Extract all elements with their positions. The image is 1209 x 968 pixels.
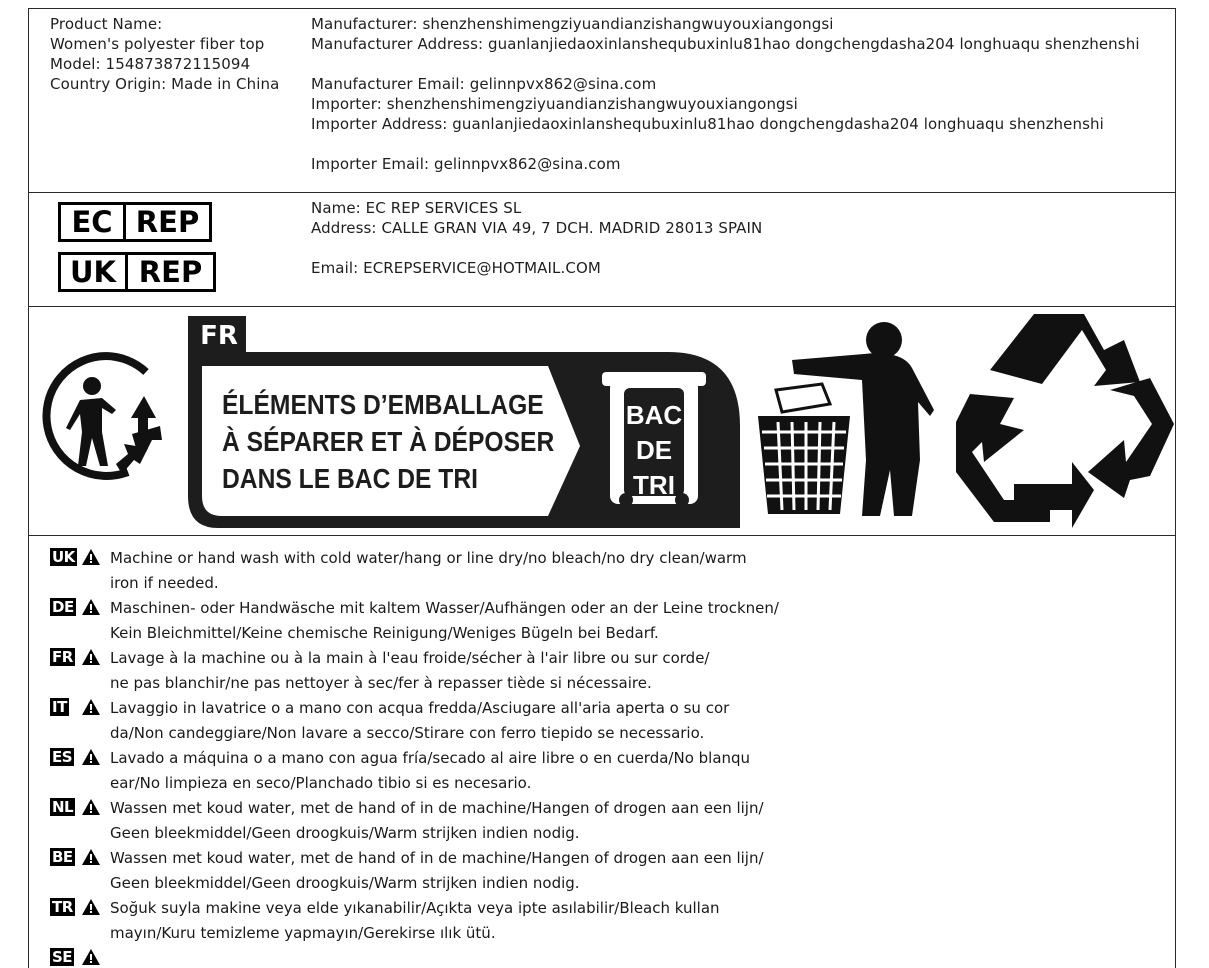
care-text-line: Wassen met koud water, met de hand of in de machine/Hangen of drogen aan een lijn/ (110, 799, 764, 817)
importer: Importer: shenzhenshimengziyuandianzishangwuyouxiangongsi (311, 95, 798, 113)
country-code-badge: BE (52, 848, 73, 866)
uk-rep-text: REP (138, 255, 203, 289)
importer-address: Importer Address: guanlanjiedaoxinlanshequbuxinlu81hao dongchengdasha204 longhuaqu shenzhenshi (311, 115, 1104, 133)
warning-icon (81, 848, 101, 866)
care-text-line: da/Non candeggiare/Non lavare a secco/Stirare con ferro tiepido se necessario. (110, 724, 705, 742)
uk-rep-code: UK (61, 255, 128, 289)
warning-icon (81, 948, 101, 966)
care-text-line: Geen bleekmiddel/Geen droogkuis/Warm strijken indien nodig. (110, 824, 580, 842)
rep-email: Email: ECREPSERVICE@HOTMAIL.COM (311, 259, 601, 277)
warning-icon (81, 798, 101, 816)
fr-line: DANS LE BAC DE TRI (222, 463, 478, 494)
manufacturer-email: Manufacturer Email: gelinnpvx862@sina.com (311, 75, 657, 93)
warning-icon (81, 898, 101, 916)
tidyman-icon (752, 320, 942, 520)
warning-icon (81, 648, 101, 666)
rep-name: Name: EC REP SERVICES SL (311, 199, 522, 217)
bin-word: BAC (625, 400, 683, 430)
country-code-badge: ES (52, 748, 73, 766)
ec-rep-code: EC (61, 205, 126, 239)
country-origin: Country Origin: Made in China (50, 75, 280, 93)
care-text-line: Maschinen- oder Handwäsche mit kaltem Wasser/Aufhängen oder an der Leine trocknen/ (110, 599, 779, 617)
divider (28, 306, 1176, 307)
country-code-badge: UK (52, 548, 75, 566)
divider (28, 8, 1176, 9)
country-code-badge: TR (52, 898, 73, 916)
warning-icon (81, 698, 101, 716)
triman-icon (36, 348, 176, 483)
fr-sorting-text (222, 386, 554, 497)
product-name: Women's polyester fiber top (50, 35, 265, 53)
care-text-line: Soğuk suyla makine veya elde yıkanabilir/Açıkta veya ipte asılabilir/Bleach kullan (110, 899, 720, 917)
care-text-line: Wassen met koud water, met de hand of in de machine/Hangen of drogen aan een lijn/ (110, 849, 764, 867)
fr-line: ÉLÉMENTS D’EMBALLAGE (222, 389, 544, 420)
fr-badge: FR (200, 321, 238, 351)
country-code-badge: DE (52, 598, 74, 616)
rep-address: Address: CALLE GRAN VIA 49, 7 DCH. MADRID 28013 SPAIN (311, 219, 763, 237)
ec-rep-text: REP (135, 205, 200, 239)
country-code-badge: NL (52, 798, 74, 816)
product-model: Model: 154873872115094 (50, 55, 251, 73)
bin-word: TRI (633, 470, 675, 500)
country-code-badge: IT (52, 698, 67, 716)
care-text-line: Lavage à la machine ou à la main à l'eau froide/sécher à l'air libre ou sur corde/ (110, 649, 710, 667)
product-name-label: Product Name: (50, 15, 163, 33)
fr-line: À SÉPARER ET À DÉPOSER (222, 426, 555, 457)
bin-label (624, 398, 684, 503)
care-text-line: Geen bleekmiddel/Geen droogkuis/Warm strijken indien nodig. (110, 874, 580, 892)
care-text-line: Kein Bleichmittel/Keine chemische Reinigung/Weniges Bügeln bei Bedarf. (110, 624, 659, 642)
country-code-badge: FR (52, 648, 73, 666)
uk-rep-logo (58, 252, 216, 292)
manufacturer-address: Manufacturer Address: guanlanjiedaoxinlanshequbuxinlu81hao dongchengdasha204 longhuaqu shenzhenshi (311, 35, 1140, 53)
divider (28, 192, 1176, 193)
ec-rep-logo (58, 202, 212, 242)
warning-icon (81, 598, 101, 616)
divider (28, 535, 1176, 536)
care-text-line: iron if needed. (110, 574, 219, 592)
manufacturer: Manufacturer: shenzhenshimengziyuandianzishangwuyouxiangongsi (311, 15, 834, 33)
importer-email: Importer Email: gelinnpvx862@sina.com (311, 155, 621, 173)
bin-word: DE (635, 435, 673, 465)
care-text-line: Machine or hand wash with cold water/hang or line dry/no bleach/no dry clean/warm (110, 549, 747, 567)
care-text-line: Lavaggio in lavatrice o a mano con acqua fredda/Asciugare all'aria aperta o su cor (110, 699, 730, 717)
care-text-line: Lavado a máquina o a mano con agua fría/secado al aire libre o en cuerda/No blanqu (110, 749, 751, 767)
country-code-badge: SE (52, 948, 73, 966)
care-text-line: ear/No limpieza en seco/Planchado tibio si es necesario. (110, 774, 532, 792)
care-text-line: mayın/Kuru temizleme yapmayın/Gerekirse ılık ütü. (110, 924, 496, 942)
warning-icon (81, 748, 101, 766)
recycle-icon (954, 312, 1176, 532)
care-text-line: ne pas blanchir/ne pas nettoyer à sec/fer à repasser tiède si nécessaire. (110, 674, 652, 692)
warning-icon (81, 548, 101, 566)
